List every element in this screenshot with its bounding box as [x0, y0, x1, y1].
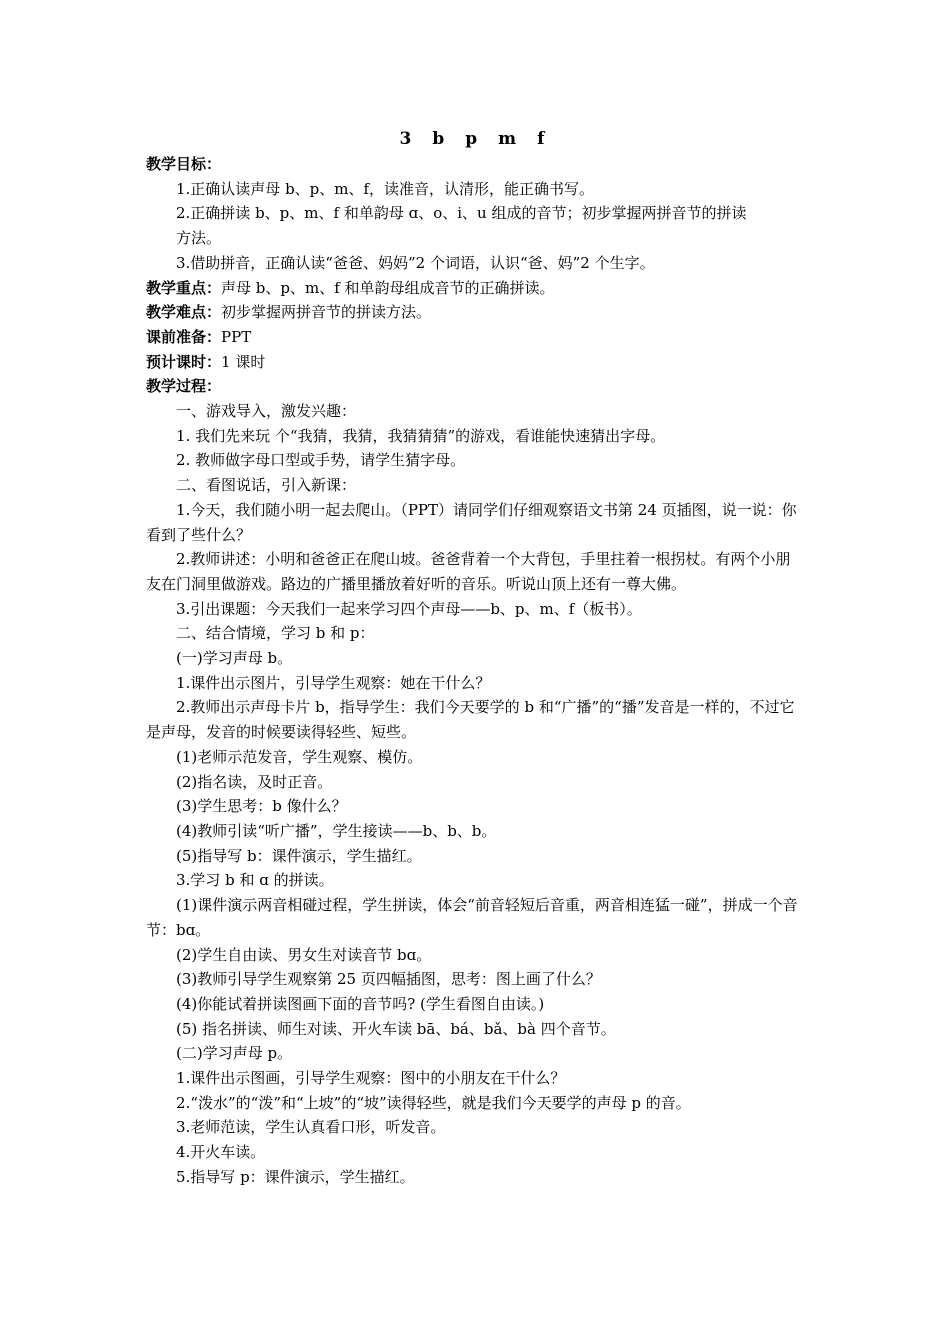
process-step: (1)课件演示两音相碰过程，学生拼读，体会“前音轻短后音重，两音相连猛一碰”，拼成一个音节：bɑ。 [146, 896, 798, 939]
process-step: 1.今天，我们随小明一起去爬山。（PPT）请同学们仔细观察语文书第 24 页插图，说一说：你看到了些什么？ [146, 500, 797, 544]
page-title: 3 b p m f [399, 129, 547, 149]
process-subheading: (二)学习声母 p。 [176, 1044, 293, 1063]
process-step: 1.课件出示图片，引导学生观察：她在干什么？ [176, 673, 491, 692]
process-step: (3)学生思考：b 像什么？ [176, 797, 347, 816]
duration-label: 预计课时： [146, 352, 222, 371]
process-label: 教学过程： [146, 377, 222, 396]
process-step: 1.课件出示图画，引导学生观察：图中的小朋友在干什么？ [176, 1069, 566, 1088]
process-step: (2)指名读，及时正音。 [176, 772, 333, 791]
process-step: 3.老师范读，学生认真看口形，听发音。 [176, 1118, 446, 1137]
preparation-row [146, 325, 800, 350]
objective-item: 3.借助拼音，正确认读“爸爸、妈妈”2 个词语，认识“爸、妈”2 个生字。 [176, 253, 655, 272]
process-heading: 二、看图说话，引入新课： [176, 476, 357, 495]
difficulty-label: 教学难点： [146, 303, 222, 322]
difficulty-text: 初步掌握两拼音节的拼读方法。 [221, 303, 432, 322]
process-step: 3.引出课题：今天我们一起来学习四个声母——b、p、m、f（板书）。 [176, 599, 642, 618]
objective-item: 2.正确拼读 b、p、m、f 和单韵母 ɑ、o、i、u 组成的音节；初步掌握两拼音节的拼读 [176, 204, 747, 223]
process-step: (2)学生自由读、男女生对读音节 bɑ。 [176, 945, 432, 964]
process-step: 2. 教师做字母口型或手势，请学生猜字母。 [176, 451, 466, 470]
process-subheading: (一)学习声母 b。 [176, 649, 293, 668]
process-step: 2.“泼水”的“泼”和“上坡”的“坡”读得轻些，就是我们今天要学的声母 p 的音。 [176, 1093, 691, 1112]
key-point-label: 教学重点： [146, 278, 222, 297]
process-heading: 一、游戏导入，激发兴趣： [176, 402, 357, 421]
key-point-text: 声母 b、p、m、f 和单韵母组成音节的正确拼读。 [221, 278, 555, 297]
process-step: 2.教师讲述：小明和爸爸正在爬山坡。爸爸背着一个大背包，手里拄着一根拐杖。有两个小朋友在门洞里做游戏。路边的广播里播放着好听的音乐。听说山顶上还有一尊大佛。 [146, 550, 791, 593]
preparation-text: PPT [221, 327, 252, 346]
objective-item-continued: 方法。 [176, 229, 222, 248]
objective-item: 1.正确认读声母 b、p、m、f，读准音，认清形，能正确书写。 [176, 179, 595, 198]
process-step: (4)你能试着拼读图画下面的音节吗? (学生看图自由读。) [176, 994, 545, 1013]
process-step: (5) 指名拼读、师生对读、开火车读 bā、bá、bǎ、bà 四个音节。 [176, 1019, 616, 1038]
process-step: (4)教师引读“听广播”，学生接读——b、b、b。 [176, 821, 497, 840]
objectives-label: 教学目标： [146, 155, 222, 173]
key-point-row [146, 276, 800, 301]
process-step: 4.开火车读。 [176, 1143, 266, 1162]
duration-text: 1 课时 [221, 352, 266, 371]
duration-row [146, 350, 800, 375]
process-step: (1)老师示范发音，学生观察、模仿。 [176, 747, 423, 766]
process-step: (3)教师引导学生观察第 25 页四幅插图，思考：图上画了什么？ [176, 970, 601, 989]
process-step: 2.教师出示声母卡片 b，指导学生：我们今天要学的 b 和“广播”的“播”发音是一样的，不过它是声母，发音的时候要读得轻些、短些。 [146, 698, 795, 742]
process-step: 3.学习 b 和 ɑ 的拼读。 [176, 871, 334, 890]
process-heading: 二、结合情境，学习 b 和 p： [176, 624, 375, 643]
process-step: 5.指导写 p：课件演示，学生描红。 [176, 1167, 415, 1186]
process-step: 1. 我们先来玩 个“我猜，我猜，我猜猜猜”的游戏，看谁能快速猜出字母。 [176, 426, 666, 445]
process-step: (5)指导写 b：课件演示，学生描红。 [176, 846, 422, 865]
preparation-label: 课前准备： [146, 327, 222, 346]
difficulty-row [146, 300, 800, 325]
